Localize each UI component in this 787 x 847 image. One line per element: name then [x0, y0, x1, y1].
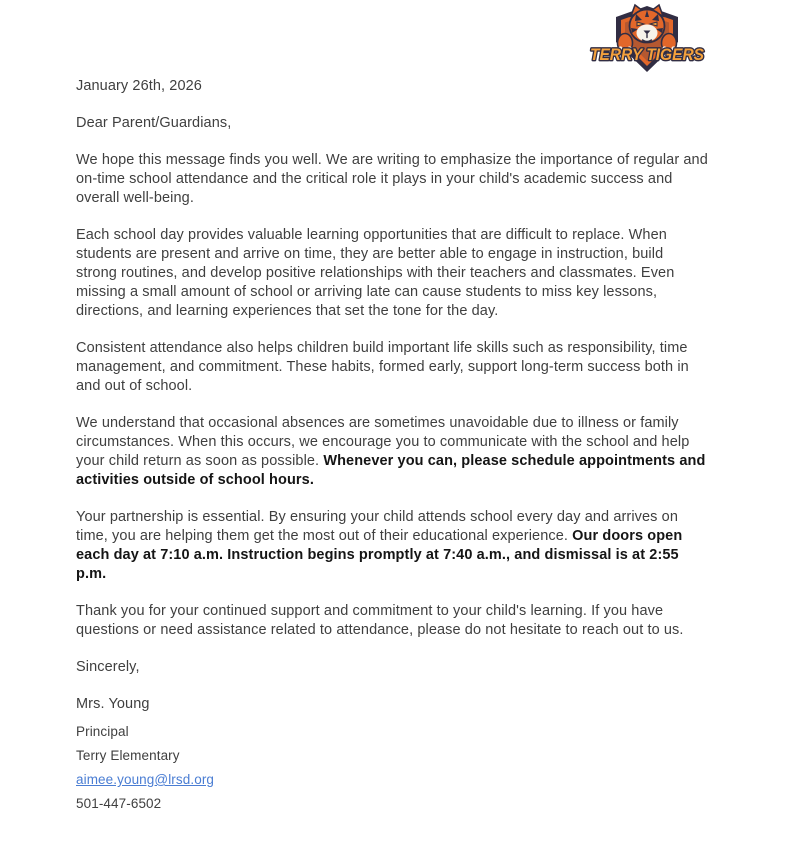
paragraph-segment: Each school day provides valuable learning opportunities that are difficult to replace. When students are present and arrive on time, they are better able to engage in instruction, build strong routines, and develop positive relationships with their teachers and classmates. Even missing a small amount of school or arriving late can cause students to miss key lessons, directions, and learning experiences that set the tone for the day. [76, 227, 675, 319]
letter-date: January 26th, 2026 [76, 78, 202, 94]
paragraph-bold-segment: Whenever you can, please schedule appointments and activities outside of school hours. [76, 453, 706, 488]
letter-paragraph [76, 151, 708, 208]
letter-paragraph [76, 414, 708, 490]
letter-body [76, 77, 708, 819]
letter-paragraph [76, 508, 708, 584]
letter-paragraph [76, 226, 708, 321]
letter-paragraph [76, 339, 708, 396]
logo-banner-text: TERRY TIGERS [590, 46, 704, 64]
signature-block [76, 695, 708, 812]
paragraph-segment: We hope this message finds you well. We are writing to emphasize the importance of regular and on-time school attendance and the critical role it plays in your child's academic success and overall well-being. [76, 152, 708, 206]
signature-school: Terry Elementary [76, 748, 180, 763]
letter-salutation: Dear Parent/Guardians, [76, 115, 232, 131]
letter-closing: Sincerely, [76, 659, 140, 675]
phone-number: 501-447-6502 [76, 796, 162, 811]
signature-name: Mrs. Young [76, 696, 150, 712]
letter-paragraph [76, 602, 708, 640]
paragraph-segment: Consistent attendance also helps children build important life skills such as responsibility, time management, and commitment. These habits, formed early, support long-term success both in and out of school. [76, 340, 689, 394]
paragraph-segment: Thank you for your continued support and commitment to your child's learning. If you have questions or need assistance related to attendance, please do not hesitate to reach out to us. [76, 603, 684, 638]
paragraph-bold-segment: Our doors open each day at 7:10 a.m. Instruction begins promptly at 7:40 a.m., and dismissal is at 2:55 p.m. [76, 528, 683, 582]
letter-paragraphs [76, 151, 708, 640]
email-link[interactable]: aimee.young@lrsd.org [76, 772, 215, 787]
paragraph-segment: We understand that occasional absences are sometimes unavoidable due to illness or family circumstances. When this occurs, we encourage you to communicate with the school and help your child return as soon as possible. [76, 415, 690, 469]
signature-title: Principal [76, 724, 129, 739]
tiger-mascot-icon [587, 2, 707, 74]
terry-tigers-logo [587, 2, 707, 73]
paragraph-segment: Your partnership is essential. By ensuring your child attends school every day and arrives on time, you are helping them get the most out of their educational experience. [76, 509, 678, 544]
